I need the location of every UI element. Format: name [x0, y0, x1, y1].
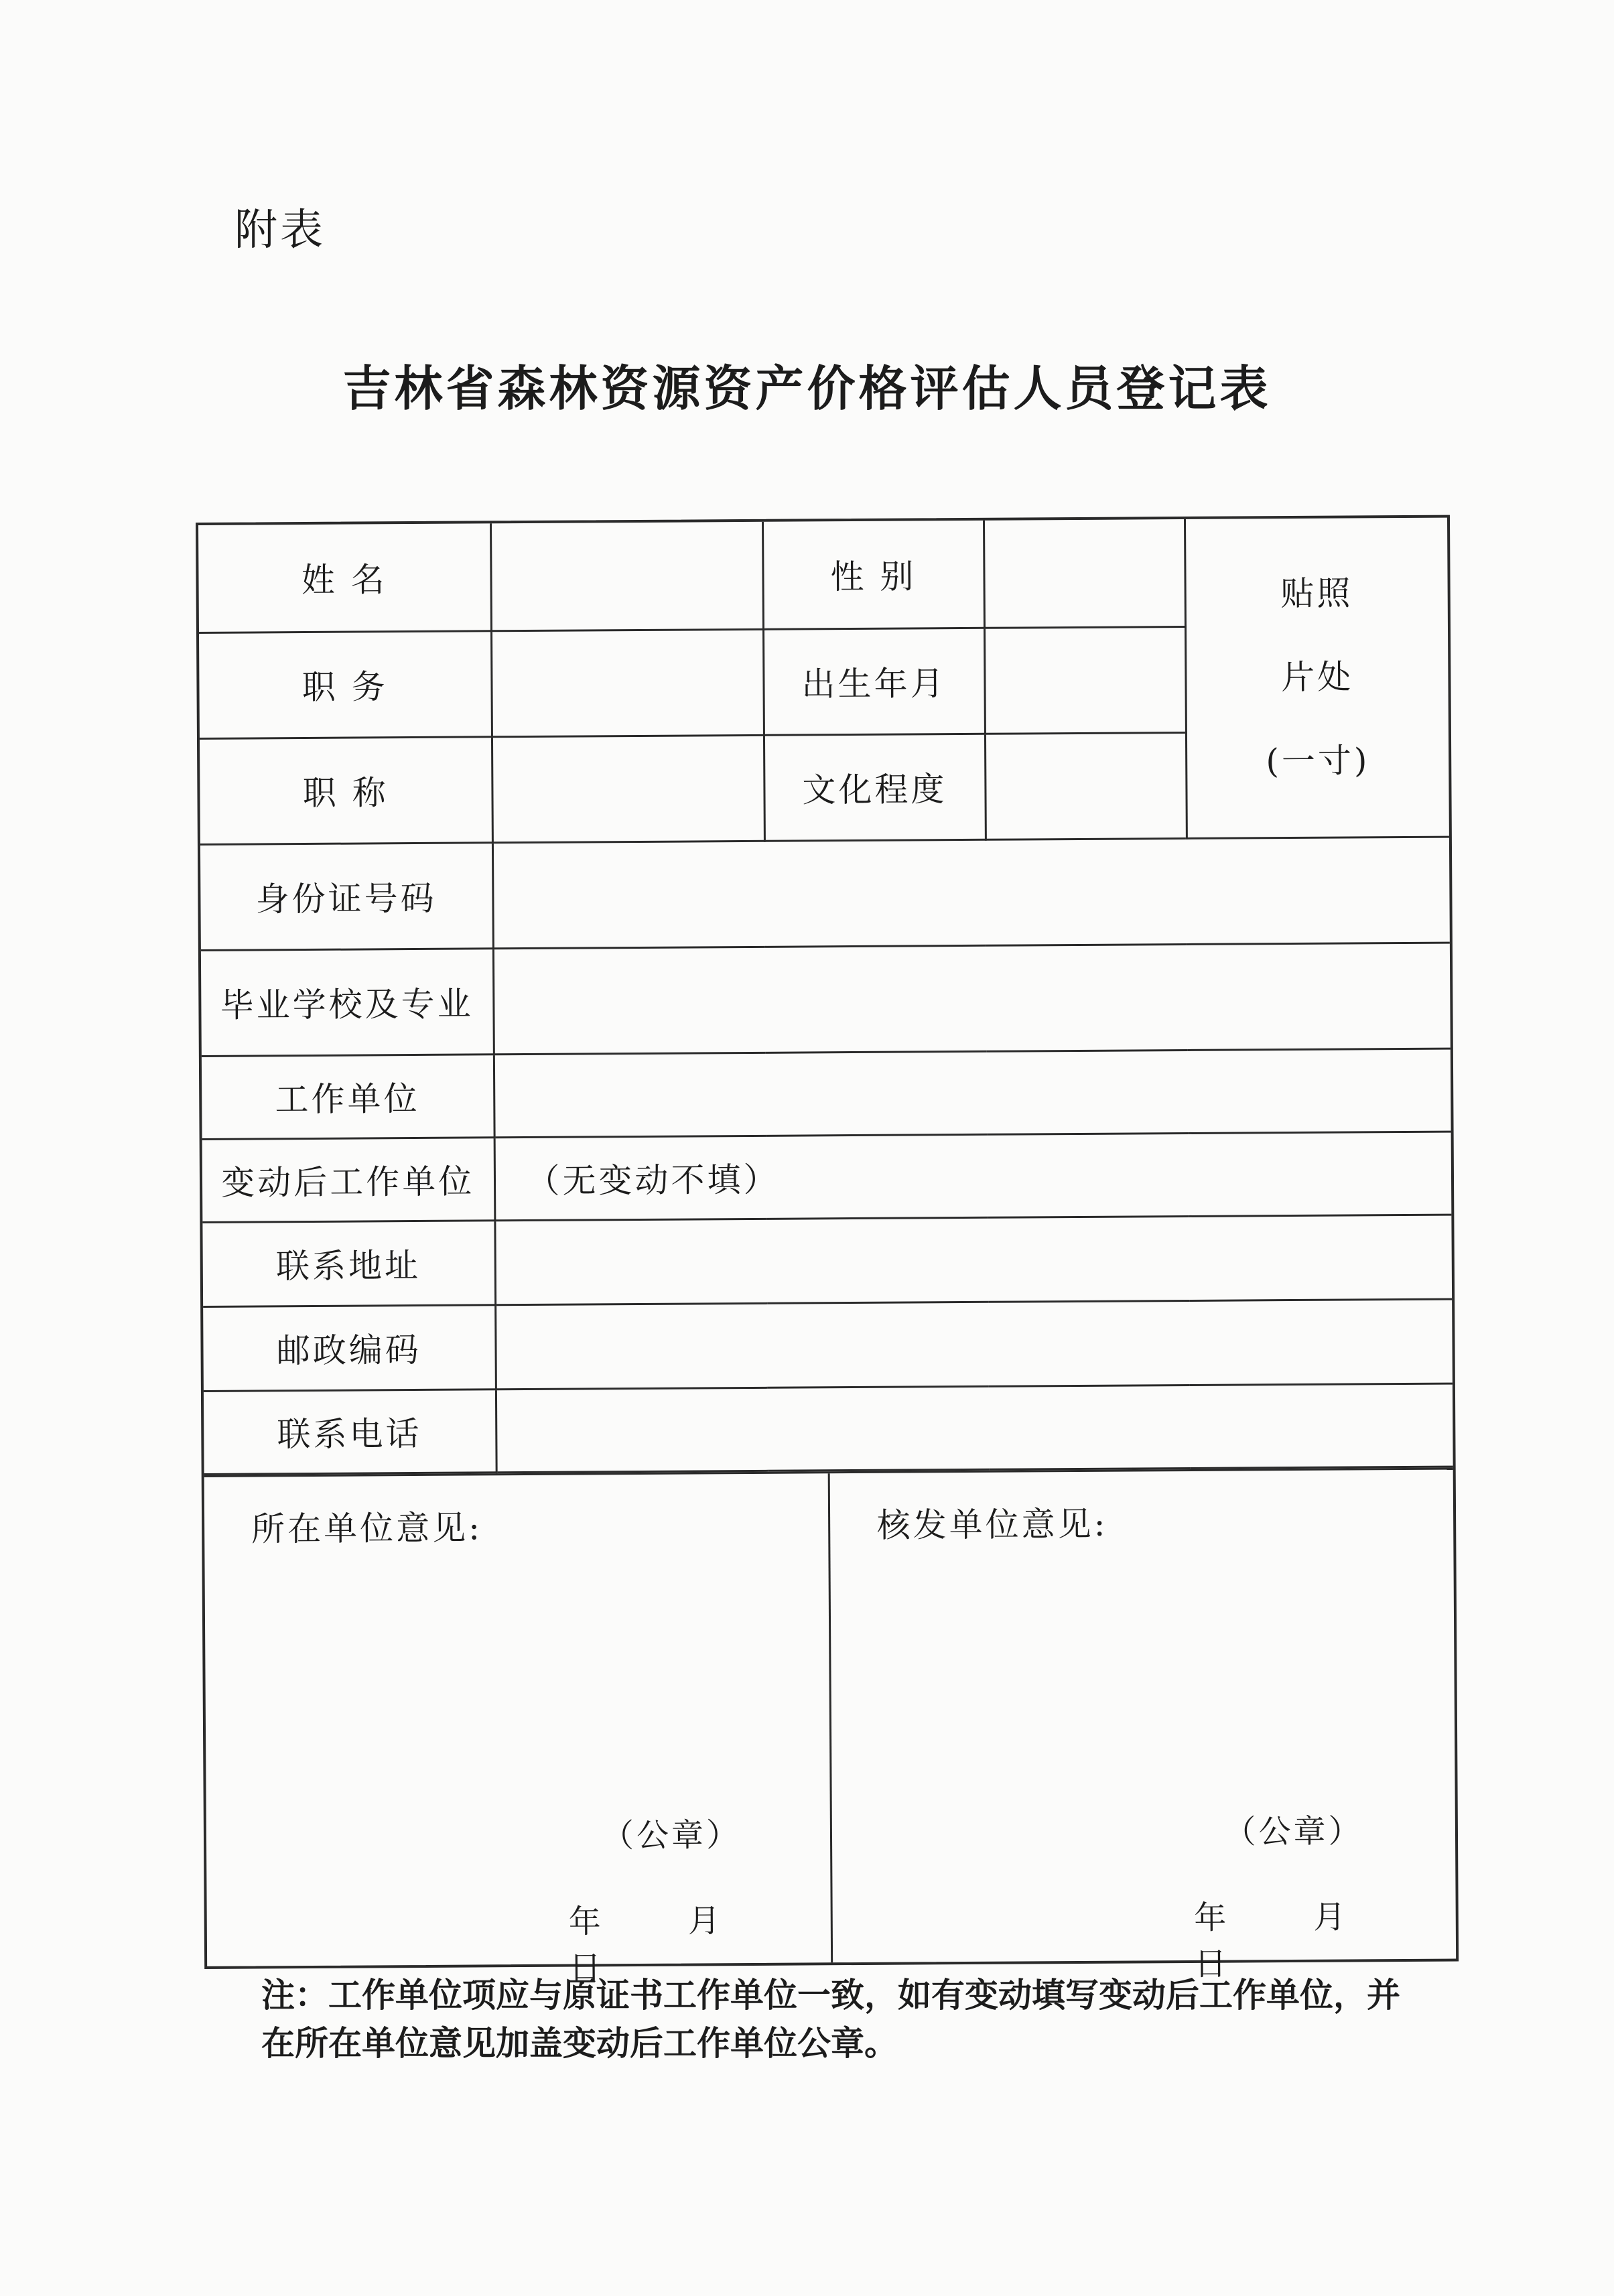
position-field[interactable] [491, 629, 764, 736]
employer-date-year: 年 [568, 1902, 601, 1941]
employer-date-month: 月 [687, 1901, 720, 1940]
phone-field[interactable] [496, 1383, 1453, 1473]
phone-label: 联系电话 [204, 1389, 496, 1474]
photo-hint-line1: 贴照 [1280, 573, 1353, 613]
position-label: 职 务 [199, 630, 492, 738]
employer-opinion-box[interactable] [204, 1473, 831, 1987]
education-label: 文化程度 [764, 734, 986, 841]
work-unit-field[interactable] [494, 1049, 1451, 1138]
registration-form [196, 515, 1459, 1987]
photo-area[interactable] [1185, 518, 1449, 838]
photo-hint-line3: (一寸) [1266, 741, 1370, 781]
employer-date-day: 日 [569, 1948, 602, 1987]
footnote-line1: 注：工作单位项应与原证书工作单位一致，如有变动填写变动后工作单位，并 [261, 1976, 1400, 2015]
rank-field[interactable] [492, 735, 764, 842]
issuer-date-day: 日 [1194, 1945, 1227, 1983]
issuer-date-month: 月 [1313, 1898, 1346, 1936]
school-major-label: 毕业学校及专业 [201, 948, 494, 1056]
work-unit-label: 工作单位 [202, 1054, 494, 1139]
name-label: 姓 名 [198, 523, 491, 632]
annex-label: 附表 [234, 206, 326, 255]
address-label: 联系地址 [202, 1220, 495, 1306]
id-number-label: 身份证号码 [200, 842, 493, 950]
page-title: 吉林省森林资源资产价格评估人员登记表 [342, 360, 1272, 417]
gender-label: 性 别 [762, 521, 984, 629]
info-table [198, 518, 1453, 1475]
postcode-field[interactable] [495, 1299, 1453, 1390]
rank-label: 职 称 [200, 736, 492, 844]
postcode-label: 邮政编码 [203, 1304, 496, 1391]
address-field[interactable] [494, 1215, 1452, 1305]
id-number-field[interactable] [492, 837, 1450, 949]
education-field[interactable] [985, 732, 1187, 839]
new-work-unit-label: 变动后工作单位 [202, 1137, 495, 1222]
issuer-seal-label: （公章） [1223, 1812, 1363, 1851]
issuer-date [1194, 1890, 1456, 1984]
footnote [261, 1971, 1467, 2068]
issuer-opinion-box[interactable] [827, 1469, 1456, 1983]
name-field[interactable] [490, 522, 763, 630]
gender-field[interactable] [984, 519, 1185, 628]
issuer-opinion-title: 核发单位意见: [876, 1504, 1108, 1545]
employer-opinion-title: 所在单位意见: [251, 1507, 483, 1549]
school-major-field[interactable] [493, 943, 1451, 1055]
new-work-unit-field[interactable]: （无变动不填） [494, 1132, 1452, 1221]
birth-label: 出生年月 [763, 628, 985, 735]
opinions-section [204, 1467, 1456, 1987]
issuer-date-year: 年 [1194, 1899, 1227, 1937]
employer-seal-label: （公章） [601, 1816, 742, 1854]
photo-hint-line2: 片处 [1281, 657, 1354, 697]
birth-field[interactable] [984, 626, 1186, 734]
footnote-line2: 在所在单位意见加盖变动后工作单位公章。 [261, 2024, 898, 2063]
